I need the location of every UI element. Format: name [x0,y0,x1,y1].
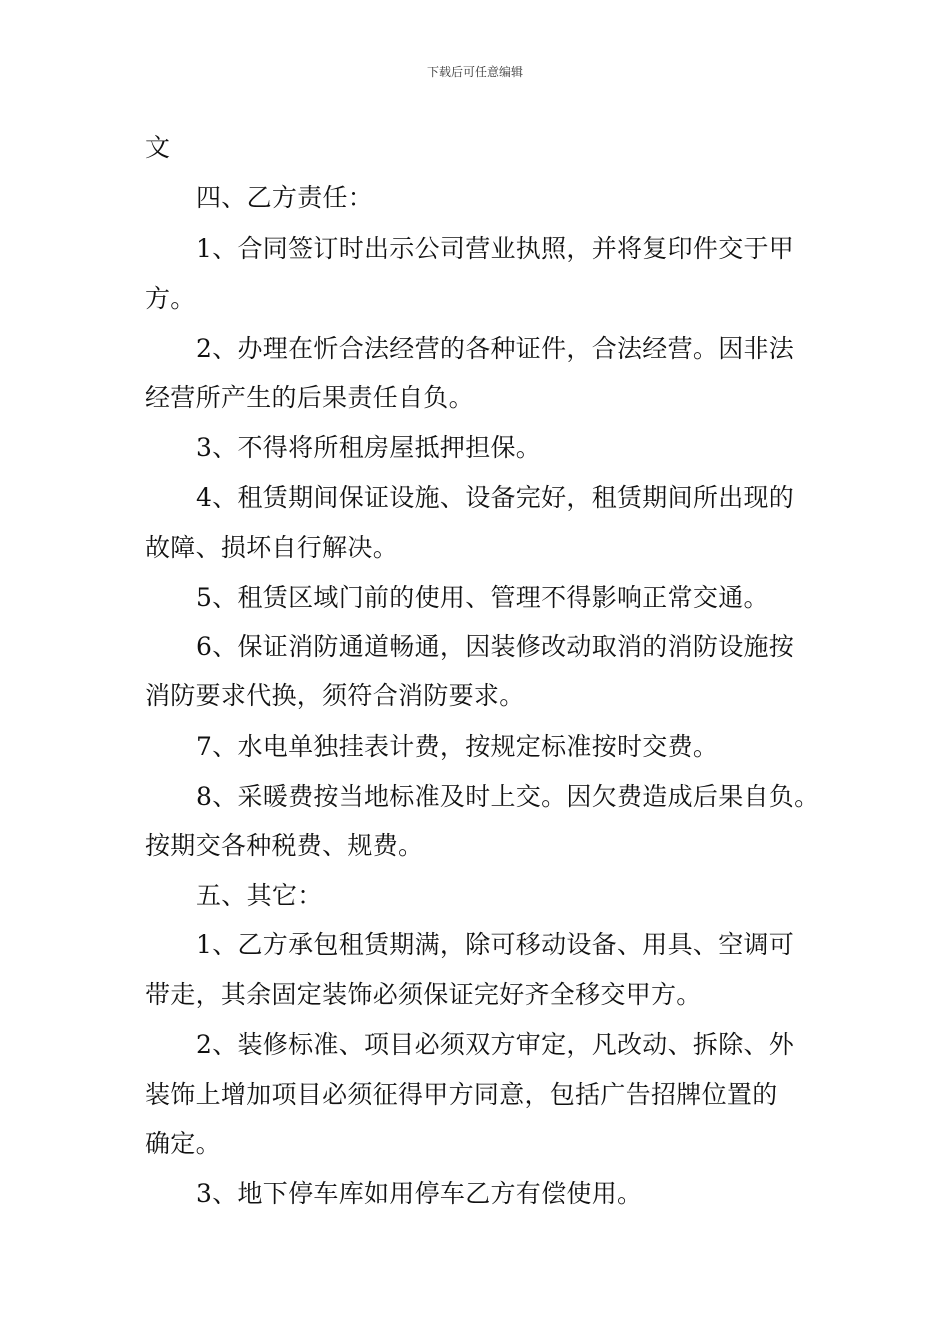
section-heading: 四、乙方责任： [196,183,374,212]
section-heading: 五、其它： [196,881,323,910]
text-line: 确定。 [145,1129,221,1158]
text-line: 经营所产生的后果责任自负。 [145,383,474,412]
text-line: 8、采暖费按当地标准及时上交。因欠费造成后果自负。 [196,782,820,811]
text-line: 带走，其余固定装饰必须保证完好齐全移交甲方。 [145,980,702,1009]
text-line: 6、保证消防通道畅通，因装修改动取消的消防设施按 [196,632,795,661]
page-header: 下载后可任意编辑 [426,65,523,79]
text-line: 3、不得将所租房屋抵押担保。 [196,433,542,462]
text-line: 7、水电单独挂表计费，按规定标准按时交费。 [196,732,719,761]
text-line: 2、办理在忻合法经营的各种证件，合法经营。因非法 [196,334,795,363]
text-line: 3、地下停车库如用停车乙方有偿使用。 [196,1179,643,1208]
text-line: 文 [145,133,171,162]
text-line: 5、租赁区域门前的使用、管理不得影响正常交通。 [196,583,769,612]
text-line: 1、乙方承包租赁期满，除可移动设备、用具、空调可 [196,930,795,959]
text-line: 2、装修标准、项目必须双方审定，凡改动、拆除、外 [196,1030,795,1059]
text-line: 按期交各种税费、规费。 [145,831,424,860]
text-line: 方。 [145,284,196,313]
text-line: 消防要求代换，须符合消防要求。 [145,681,525,710]
text-line: 4、租赁期间保证设施、设备完好，租赁期间所出现的 [196,483,795,512]
text-line: 装饰上增加项目必须征得甲方同意，包括广告招牌位置的 [145,1080,778,1109]
text-line: 1、合同签订时出示公司营业执照，并将复印件交于甲 [196,234,795,263]
text-line: 故障、损坏自行解决。 [145,533,399,562]
